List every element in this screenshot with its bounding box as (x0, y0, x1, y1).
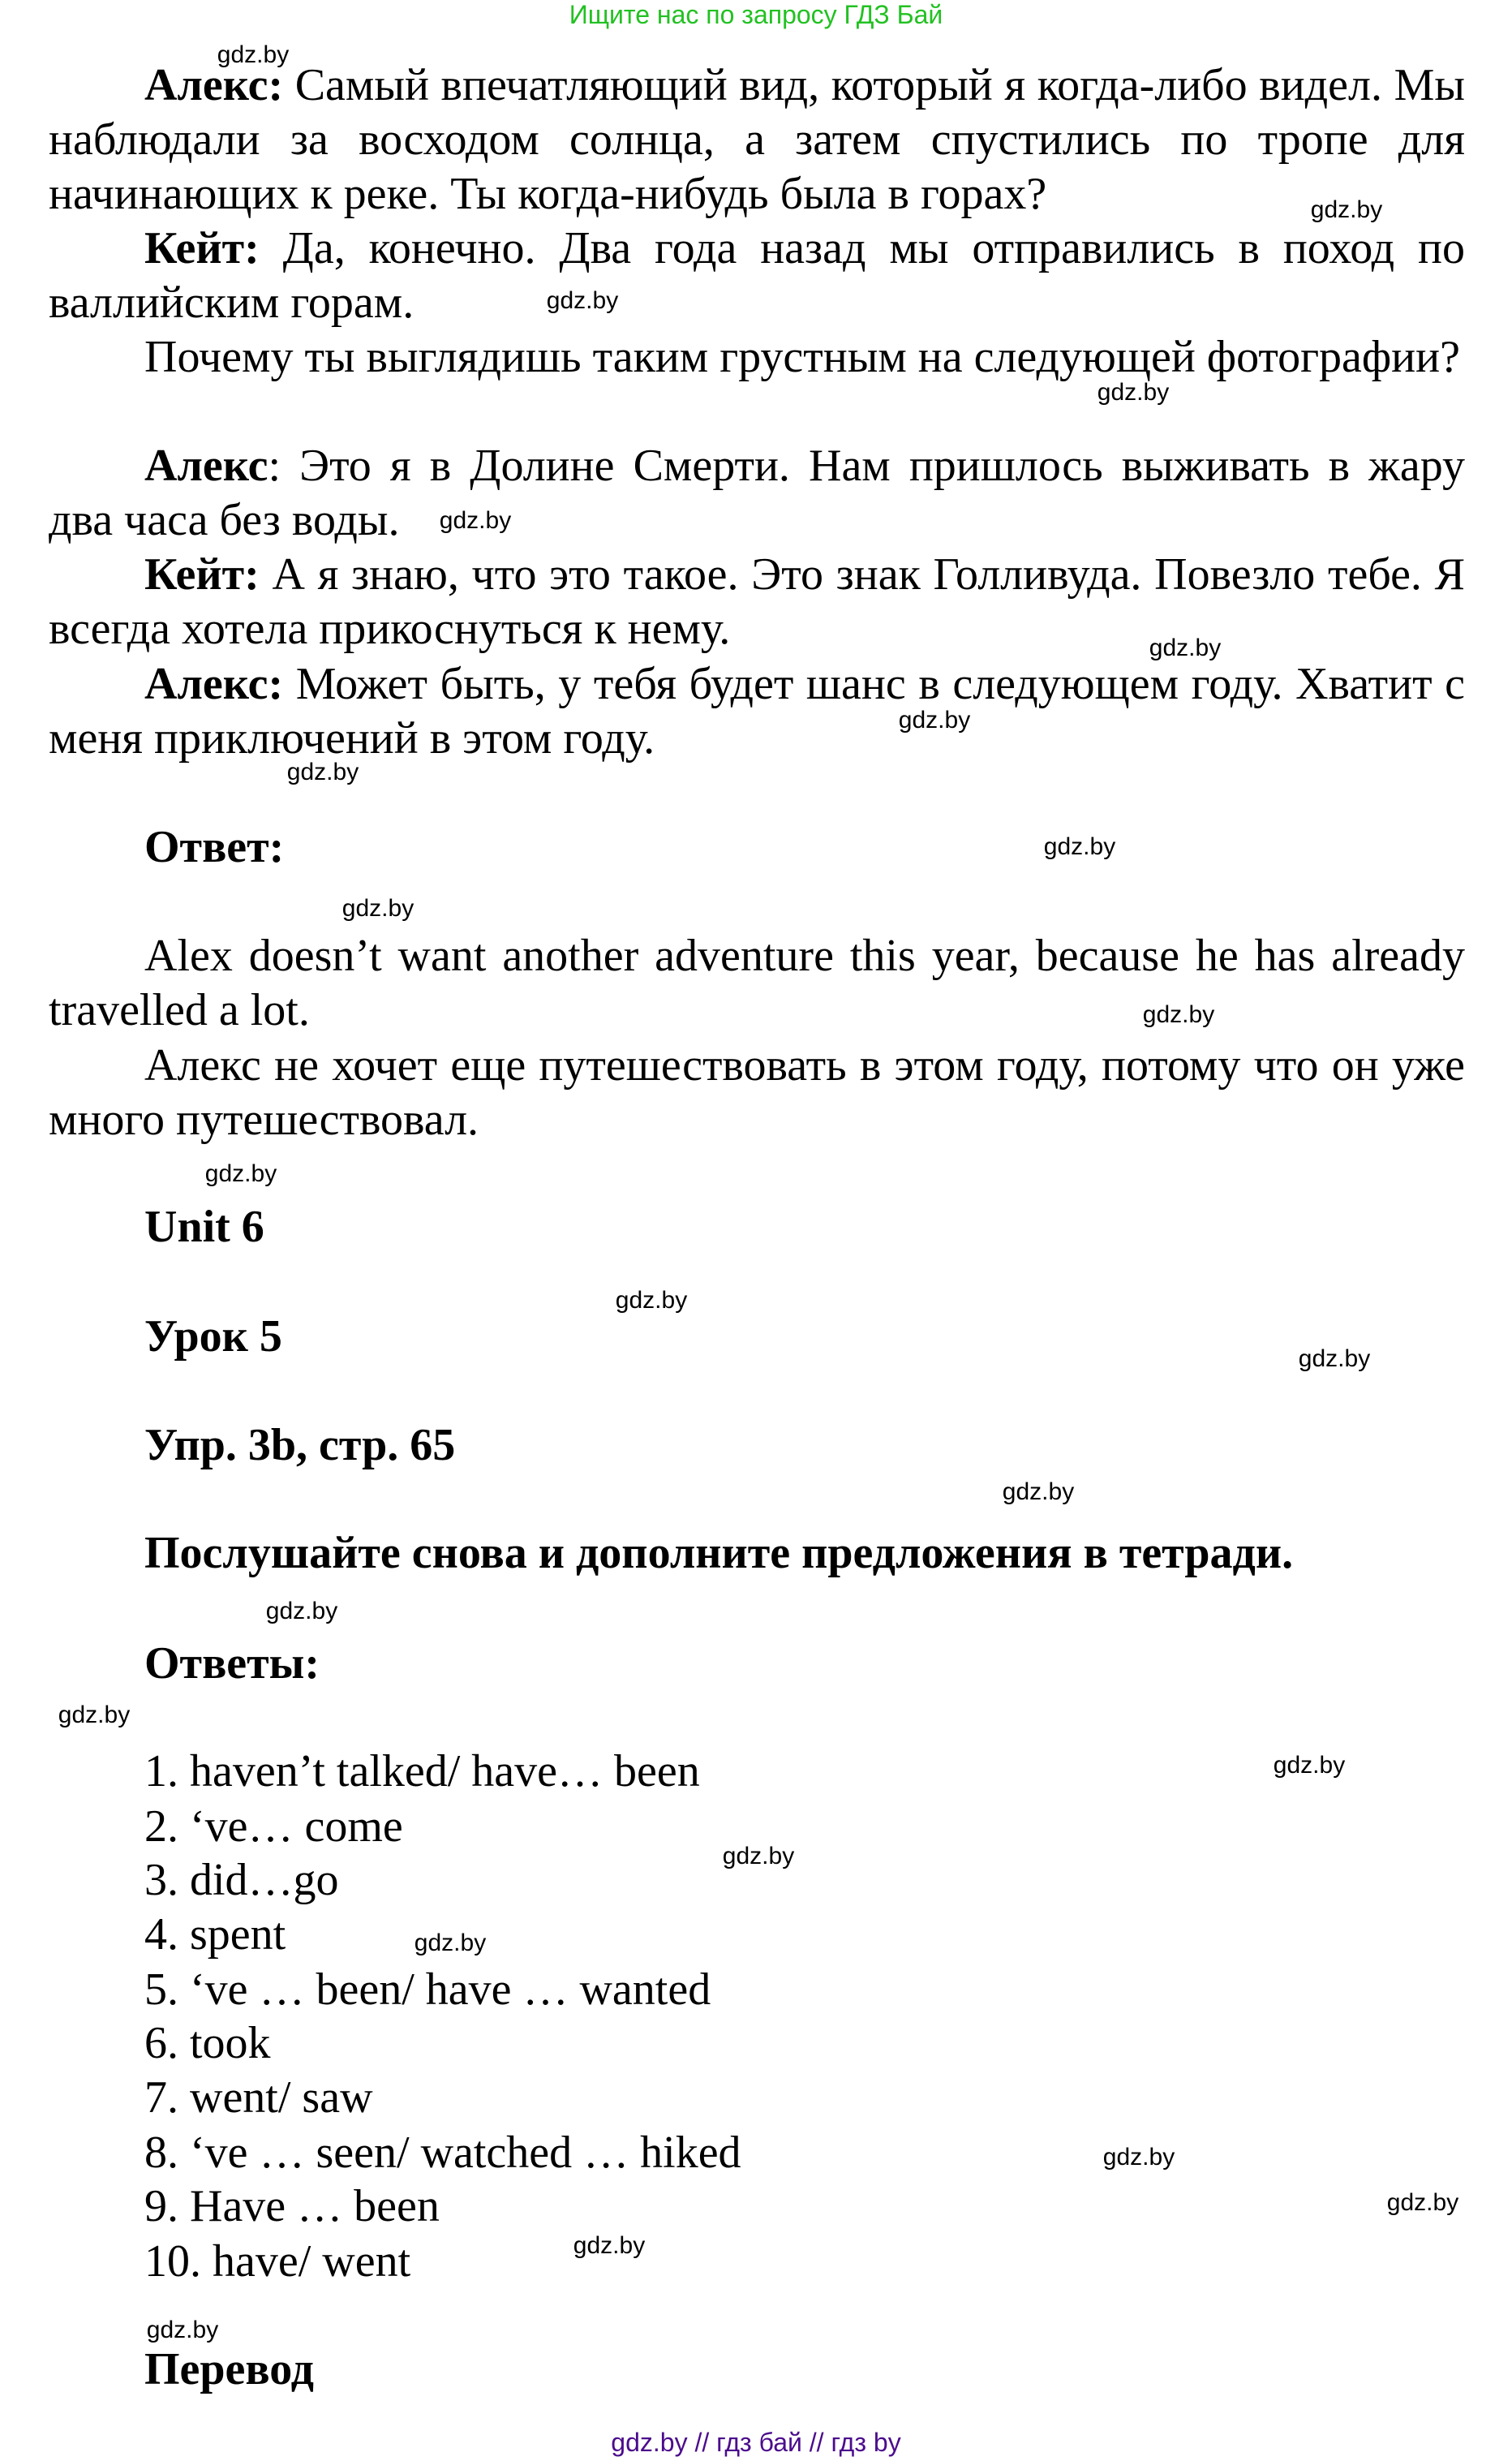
line-text: А я знаю, что это такое. Это знак Голливуда. Повезло тебе. Я всегда хотела прикоснуться к нему. (49, 549, 1465, 654)
watermark: gdz.by (1043, 833, 1116, 860)
watermark: gdz.by (414, 1930, 487, 1956)
watermark: gdz.by (1102, 2144, 1175, 2171)
answer-item: 7. went/ saw (144, 2072, 373, 2123)
dialogue-line (49, 548, 1465, 656)
speaker: Кейт: (144, 223, 260, 273)
watermark: gdz.by (286, 759, 359, 785)
answer-item: 3. did…go (144, 1855, 339, 1905)
watermark: gdz.by (146, 2317, 219, 2343)
answer-item: 9. Have … been (144, 2181, 440, 2231)
watermark: gdz.by (341, 895, 415, 922)
answer-item: 8. ‘ve … seen/ watched … hiked (144, 2128, 741, 2178)
answer-russian: Алекс не хочет еще путешествовать в этом году, потому что он уже много путешествовал. (49, 1040, 1465, 1145)
exercise-heading: Упр. 3b, стр. 65 (144, 1420, 456, 1470)
answer-item: 5. ‘ve … been/ have … wanted (144, 1964, 711, 2015)
unit-heading: Unit 6 (144, 1202, 264, 1252)
dialogue-line (49, 330, 1465, 385)
answer-item: 10. have/ went (144, 2236, 411, 2287)
speaker: Кейт: (144, 549, 260, 600)
dialogue-line (49, 439, 1465, 548)
watermark: gdz.by (1298, 1345, 1371, 1372)
watermark: gdz.by (1273, 1752, 1346, 1779)
line-text: Да, конечно. Два года назад мы отправились в поход по валлийским горам. (49, 223, 1465, 328)
watermark: gdz.by (1002, 1478, 1075, 1505)
watermark: gdz.by (898, 707, 971, 734)
watermark: gdz.by (573, 2232, 646, 2259)
watermark: gdz.by (1097, 379, 1170, 406)
speaker: Алекс (144, 441, 268, 491)
answer-english: Alex doesn’t want another adventure this year, because he has already travelled a lot. (49, 931, 1465, 1035)
answer-item: 2. ‘ve… come (144, 1801, 403, 1852)
line-text: Самый впечатляющий вид, который я когда-либо видел. Мы наблюдали за восходом солнца, а затем спустились по тропе для начинающих к реке. Ты когда-нибудь была в горах? (49, 60, 1465, 219)
watermark: gdz.by (204, 1160, 277, 1187)
answer-item: 4. spent (144, 1909, 286, 1960)
watermark: gdz.by (58, 1702, 131, 1728)
speaker: Алекс: (144, 659, 284, 709)
task-heading: Послушайте снова и дополните предложения в тетради. (144, 1528, 1294, 1578)
footer-banner: gdz.by // гдз бай // гдз by (611, 2428, 901, 2457)
answer-item: 6. took (144, 2018, 271, 2068)
line-text: : Это я в Долине Смерти. Нам пришлось выживать в жару два часа без воды. (49, 441, 1465, 545)
watermark: gdz.by (265, 1598, 338, 1624)
dialogue-line (49, 222, 1465, 330)
speaker: Алекс: (144, 60, 284, 110)
answers-heading: Ответы: (144, 1638, 320, 1689)
answer-item: 1. haven’t talked/ have… been (144, 1746, 700, 1796)
translation-heading: Перевод (144, 2344, 314, 2394)
watermark: gdz.by (1310, 196, 1383, 223)
line-text: Почему ты выглядишь таким грустным на следующей фотографии? (144, 332, 1460, 382)
watermark: gdz.by (217, 41, 290, 68)
watermark: gdz.by (1386, 2189, 1459, 2216)
watermark: gdz.by (615, 1287, 688, 1314)
watermark: gdz.by (1142, 1001, 1215, 1028)
dialogue-line (49, 58, 1465, 222)
lesson-heading: Урок 5 (144, 1311, 282, 1362)
watermark: gdz.by (546, 287, 619, 314)
dialogue-line (49, 657, 1465, 766)
watermark: gdz.by (1149, 635, 1222, 661)
answer-heading: Ответ: (144, 822, 285, 872)
watermark: gdz.by (439, 507, 512, 534)
search-banner: Ищите нас по запросу ГДЗ Бай (569, 0, 943, 29)
watermark: gdz.by (722, 1843, 795, 1869)
line-text: Может быть, у тебя будет шанс в следующем году. Хватит с меня приключений в этом году. (49, 659, 1465, 764)
